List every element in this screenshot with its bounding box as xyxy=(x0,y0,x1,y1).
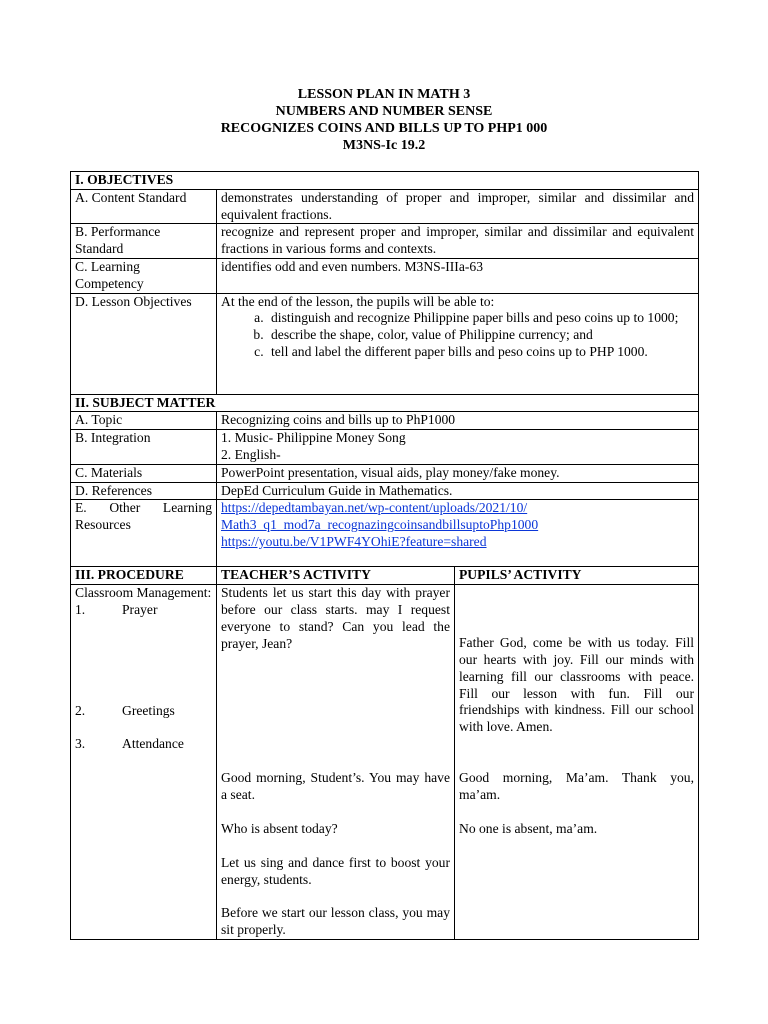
pupils-activity-cell xyxy=(455,585,699,940)
classroom-management-label: Classroom Management: xyxy=(75,585,212,601)
integration-music: 1. Music- Philippine Money Song xyxy=(221,430,406,446)
learning-competency-label: C. Learning Competency xyxy=(71,258,217,293)
doc-code: M3NS-Ic 19.2 xyxy=(342,138,426,153)
teacher-sit-text: Before we start our lesson class, you may sit properly. xyxy=(221,905,450,938)
step-label: Prayer xyxy=(122,601,158,617)
teacher-activity-heading: TEACHER’S ACTIVITY xyxy=(217,567,455,585)
materials-label: C. Materials xyxy=(71,464,217,482)
lesson-objectives-intro: At the end of the lesson, the pupils will be able to: xyxy=(221,293,495,309)
integration-cell xyxy=(217,430,699,465)
teacher-activity-cell xyxy=(217,585,455,940)
pupils-greeting-text: Good morning, Ma’am. Thank you, ma’am. xyxy=(459,769,695,802)
lesson-objectives-label: D. Lesson Objectives xyxy=(71,293,217,394)
topic-value: Recognizing coins and bills up to PhP1000 xyxy=(217,412,699,430)
performance-standard-value: recognize and represent proper and improper, similar and dissimilar and equivalent fractions in various forms and contexts. xyxy=(217,224,699,259)
teacher-song-text: Let us sing and dance first to boost your energy, students. xyxy=(221,854,450,887)
step-number: 3. xyxy=(75,735,86,751)
lesson-objectives-list xyxy=(221,310,694,360)
step-number: 1. xyxy=(75,601,86,617)
step-label: Attendance xyxy=(122,735,184,751)
pupils-activity-heading: PUPILS’ ACTIVITY xyxy=(455,567,699,585)
topic-label: A. Topic xyxy=(71,412,217,430)
doc-title: LESSON PLAN IN MATH 3 xyxy=(297,87,471,102)
step-number: 2. xyxy=(75,702,86,718)
learning-competency-value: identifies odd and even numbers. M3NS-IIIa-63 xyxy=(217,258,699,293)
lesson-objectives-cell xyxy=(217,293,699,394)
content-standard-value: demonstrates understanding of proper and improper, similar and dissimilar and equivalent fractions. xyxy=(217,189,699,224)
resource-link-module[interactable]: Math3_q1_mod7a_recognazingcoinsandbillsuptoPhp1000 xyxy=(221,517,539,533)
doc-topic: RECOGNIZES COINS AND BILLS UP TO PHP1 000 xyxy=(220,121,548,136)
subject-matter-heading: II. SUBJECT MATTER xyxy=(71,394,699,412)
teacher-attendance-text: Who is absent today? xyxy=(221,820,338,836)
performance-standard-label: B. Performance Standard xyxy=(71,224,217,259)
objective-item: c. tell and label the different paper bills and peso coins up to PHP 1000. xyxy=(267,344,694,361)
materials-value: PowerPoint presentation, visual aids, play money/fake money. xyxy=(217,464,699,482)
step-prayer xyxy=(75,602,212,619)
references-value: DepEd Curriculum Guide in Mathematics. xyxy=(217,482,699,500)
teacher-greeting-text: Good morning, Student’s. You may have a seat. xyxy=(221,770,450,803)
resource-link-youtube[interactable]: https://youtu.be/V1PWF4YOhiE?feature=shared xyxy=(221,533,487,549)
resource-link-depedtambayan[interactable]: https://depedtambayan.net/wp-content/uploads/2021/10/ xyxy=(221,500,528,516)
step-attendance xyxy=(75,736,212,753)
objective-item: a. distinguish and recognize Philippine paper bills and peso coins up to 1000; xyxy=(267,310,694,327)
content-standard-label: A. Content Standard xyxy=(71,189,217,224)
objective-item: b. describe the shape, color, value of Philippine currency; and xyxy=(267,327,694,344)
other-resources-label: E. Other Learning Resources xyxy=(71,500,217,567)
pupils-attendance-text: No one is absent, ma’am. xyxy=(459,820,598,836)
step-label: Greetings xyxy=(122,702,175,718)
procedure-heading: III. PROCEDURE xyxy=(71,567,217,585)
objectives-heading: I. OBJECTIVES xyxy=(71,172,699,190)
lesson-plan-table xyxy=(70,171,699,940)
teacher-prayer-text: Students let us start this day with prayer before our class starts. may I request everyone to stand? Can you lead the prayer, Jean? xyxy=(221,585,450,651)
doc-subtitle: NUMBERS AND NUMBER SENSE xyxy=(275,104,493,119)
references-label: D. References xyxy=(71,482,217,500)
integration-english: 2. English- xyxy=(221,446,281,462)
step-greetings xyxy=(75,703,212,720)
pupils-prayer-text: Father God, come be with us today. Fill our hearts with joy. Fill our minds with learning fill our classrooms with peace. Fill our lesson with fun. Fill our friendships with kindness. Fill our school with love. Amen. xyxy=(459,635,695,735)
procedure-steps-cell xyxy=(71,585,217,940)
other-resources-cell xyxy=(217,500,699,567)
integration-label: B. Integration xyxy=(71,430,217,465)
